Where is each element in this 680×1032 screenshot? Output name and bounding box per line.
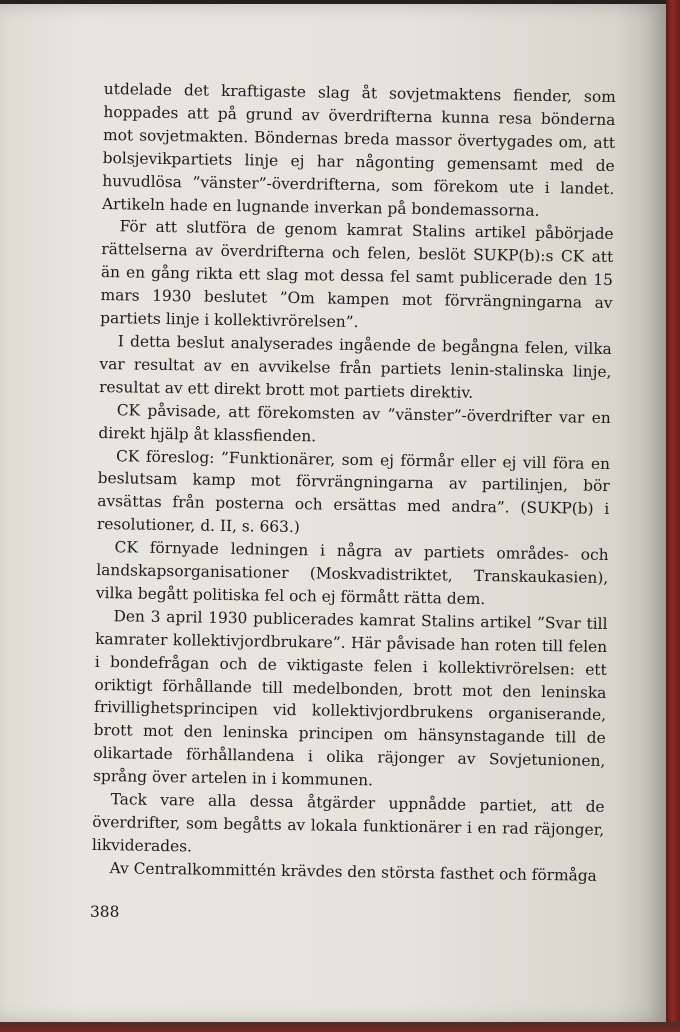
- paragraph-7: Den 3 april 1930 publicerades kamrat Stalins artikel ”Svar till kamrater kollektivjordbrukare”. Här påvisade han roten till felen i bondefrågan och de viktigaste felen i kollektivrörelsen: ett oriktigt förhållande till medelbonden, brott mot den leninska frivillighetsprincipen vid kollektivjordbrukens organiserande, brott mot den leninska principen om hänsynstagande till de olikartade förhållandena i olika räjonger av Sovjetunionen, språng över artelen in i kommunen.: [92, 607, 608, 790]
- paragraph-1: utdelade det kraftigaste slag åt sovjetmaktens fiender, som hoppades att på grund av överdrifterna kunna resa bönderna mot sovjetmakten. Böndernas breda massor övertygades om, att bolsjevikpartiets linje ej har någonting gemensamt med de huvudlösa ”vänster”-överdrifterna, som förekom ute i landet. Artikeln hade en lugnande inverkan på bondemassorna.: [101, 79, 616, 220]
- body-text: [91, 78, 616, 888]
- paragraph-3: I detta beslut analyserades ingående de begångna felen, vilka var resultat av en avvikelse från partiets lenin-stalinska linje, resultat av ett direkt brott mot partiets direktiv.: [99, 332, 612, 402]
- paragraph-2: För att slutföra de genom kamrat Stalins artikel påbörjade rättelserna av överdrifterna och felen, beslöt SUKP(b):s CK att än en gång rikta ett slag mot dessa fel samt publicerade den 15 mars 1930 beslutet ”Om kampen mot förvrängningarna av partiets linje i kollektivrörelsen”.: [100, 217, 614, 332]
- paper-page: [0, 4, 668, 1022]
- page-number: 388: [90, 903, 120, 921]
- book-bottom-edge: [0, 1022, 680, 1032]
- paragraph-6: CK förnyade ledningen i några av partiets områdes- och landskapsorganisationer (Moskvadistriktet, Transkaukasien), vilka begått politiska fel och ej förmått rätta dem.: [95, 538, 609, 608]
- paragraph-4: CK påvisade, att förekomsten av ”vänster”-överdrifter var en direkt hjälp åt klassfienden.: [98, 400, 611, 445]
- paragraph-5: CK föreslog: ”Funktionärer, som ej förmår eller ej vill föra en beslutsam kamp mot förvrängningarna av partilinjen, bör avsättas från posterna och ersättas med andra”. (SUKP(b) i resolutioner, d. II, s. 663.): [96, 446, 611, 537]
- paragraph-8: Tack vare alla dessa åtgärder uppnådde partiet, att de överdrifter, som begåtts av lokala funktionärer i en rad räjonger, likviderades.: [91, 790, 605, 856]
- book-binding-edge: [666, 0, 680, 1032]
- paragraph-9: Av Centralkommittén krävdes den största fasthet och förmåga: [109, 858, 597, 885]
